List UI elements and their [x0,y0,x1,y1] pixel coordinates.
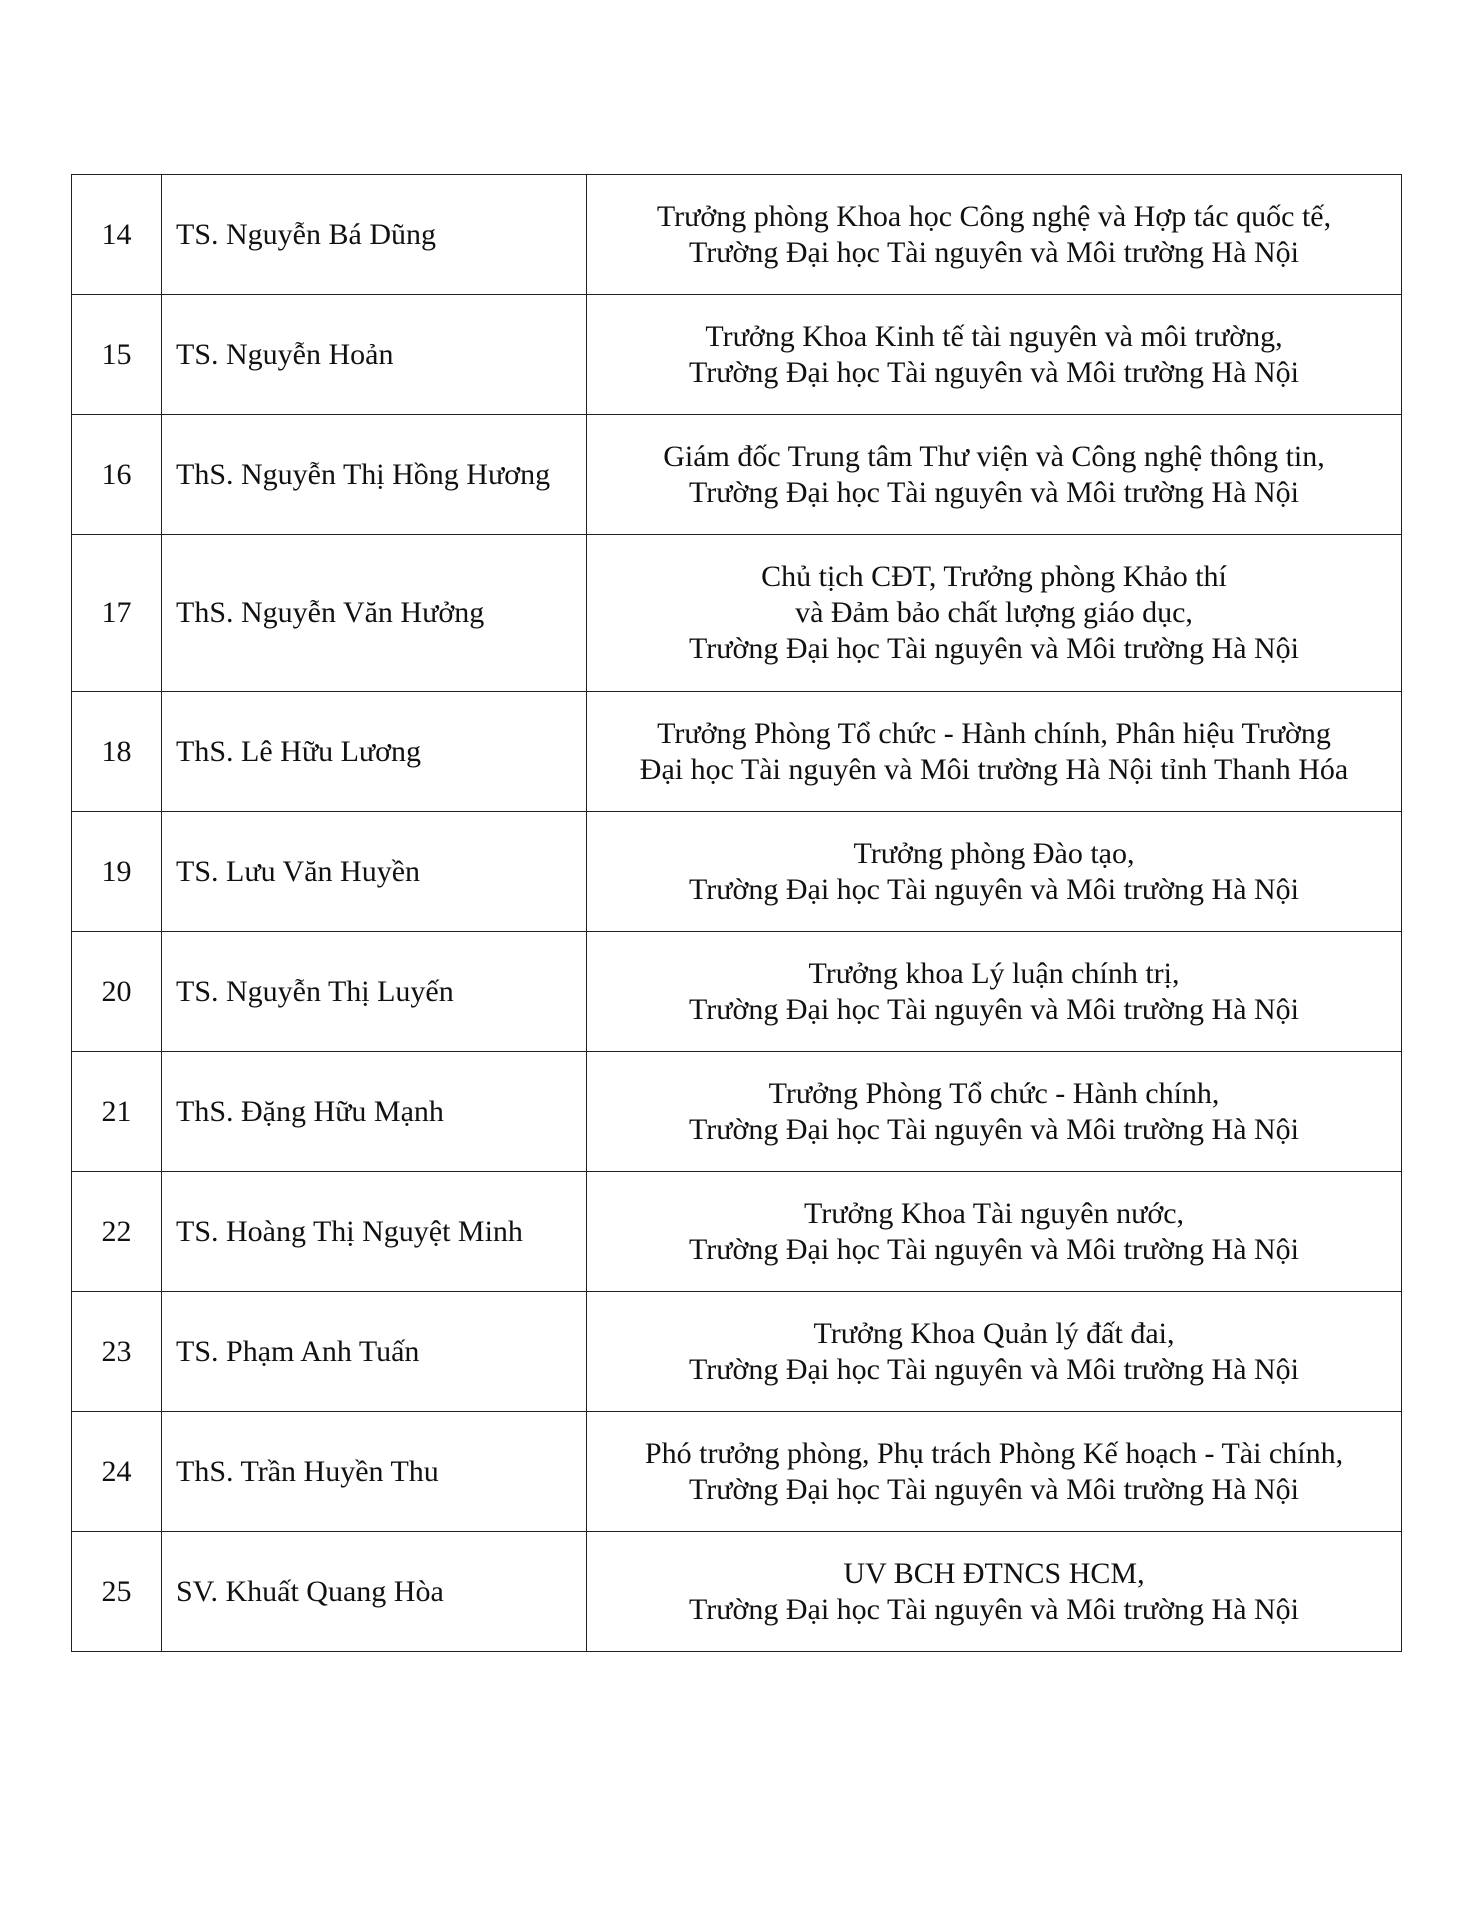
name-cell: ThS. Nguyễn Thị Hồng Hương [162,415,587,535]
table-row [72,1052,1402,1172]
stt-cell: 19 [72,812,162,932]
table-row [72,295,1402,415]
stt-cell: 20 [72,932,162,1052]
table-row [72,692,1402,812]
position-cell [587,692,1402,812]
table-row [72,1412,1402,1532]
name-cell: ThS. Trần Huyền Thu [162,1412,587,1532]
position-line: Trường Đại học Tài nguyên và Môi trường Hà Nội [688,1112,1300,1146]
name-cell: ThS. Nguyễn Văn Hưởng [162,535,587,692]
position-cell [587,1412,1402,1532]
position-line: Trường Đại học Tài nguyên và Môi trường Hà Nội [688,355,1300,389]
stt-cell: 14 [72,175,162,295]
position-line: Phó trưởng phòng, Phụ trách Phòng Kế hoạch - Tài chính, [644,1436,1344,1470]
stt-cell: 16 [72,415,162,535]
table-row [72,932,1402,1052]
position-line: Trưởng phòng Đào tạo, [853,836,1135,870]
position-cell [587,932,1402,1052]
position-line: Trưởng phòng Khoa học Công nghệ và Hợp tác quốc tế, [656,199,1332,233]
position-line: Trường Đại học Tài nguyên và Môi trường Hà Nội [688,1352,1300,1386]
position-line: Trưởng khoa Lý luận chính trị, [808,956,1180,990]
position-line: Đại học Tài nguyên và Môi trường Hà Nội tỉnh Thanh Hóa [639,752,1349,786]
position-line: và Đảm bảo chất lượng giáo dục, [795,596,1193,629]
position-line: Trưởng Phòng Tổ chức - Hành chính, Phân hiệu Trường [657,716,1331,750]
position-cell [587,1052,1402,1172]
table-row [72,175,1402,295]
name-cell: TS. Phạm Anh Tuấn [162,1292,587,1412]
stt-cell: 22 [72,1172,162,1292]
stt-cell: 18 [72,692,162,812]
table-row [72,415,1402,535]
position-cell [587,175,1402,295]
name-cell: SV. Khuất Quang Hòa [162,1532,587,1652]
stt-cell: 17 [72,535,162,692]
position-cell [587,1292,1402,1412]
position-line: Trường Đại học Tài nguyên và Môi trường Hà Nội [688,1232,1300,1266]
position-line: UV BCH ĐTNCS HCM, [843,1556,1145,1590]
position-line: Trường Đại học Tài nguyên và Môi trường Hà Nội [688,992,1300,1026]
table-row [72,535,1402,692]
stt-cell: 24 [72,1412,162,1532]
table-row [72,812,1402,932]
position-line: Giám đốc Trung tâm Thư viện và Công nghệ thông tin, [663,439,1325,473]
stt-cell: 25 [72,1532,162,1652]
position-line: Trưởng Khoa Quản lý đất đai, [813,1316,1175,1350]
position-line: Trường Đại học Tài nguyên và Môi trường Hà Nội [688,872,1300,906]
position-line: Trường Đại học Tài nguyên và Môi trường Hà Nội [688,235,1300,269]
name-cell: ThS. Lê Hữu Lương [162,692,587,812]
position-line: Trường Đại học Tài nguyên và Môi trường Hà Nội [688,632,1300,665]
stt-cell: 21 [72,1052,162,1172]
position-line: Trưởng Phòng Tổ chức - Hành chính, [768,1076,1220,1110]
table-row [72,1172,1402,1292]
stt-cell: 15 [72,295,162,415]
member-table [71,174,1402,1652]
position-line: Trưởng Khoa Tài nguyên nước, [803,1196,1185,1230]
position-line: Chủ tịch CĐT, Trưởng phòng Khảo thí [761,560,1227,593]
table-row [72,1532,1402,1652]
table-row [72,1292,1402,1412]
name-cell: TS. Nguyễn Bá Dũng [162,175,587,295]
position-line: Trường Đại học Tài nguyên và Môi trường Hà Nội [688,475,1300,509]
position-line: Trường Đại học Tài nguyên và Môi trường Hà Nội [688,1472,1300,1506]
position-cell [587,295,1402,415]
name-cell: TS. Hoàng Thị Nguyệt Minh [162,1172,587,1292]
position-line: Trường Đại học Tài nguyên và Môi trường Hà Nội [688,1592,1300,1626]
position-cell [587,1532,1402,1652]
stt-cell: 23 [72,1292,162,1412]
position-cell [587,535,1402,692]
position-cell [587,415,1402,535]
name-cell: ThS. Đặng Hữu Mạnh [162,1052,587,1172]
name-cell: TS. Lưu Văn Huyền [162,812,587,932]
name-cell: TS. Nguyễn Thị Luyến [162,932,587,1052]
position-cell [587,812,1402,932]
position-cell [587,1172,1402,1292]
name-cell: TS. Nguyễn Hoản [162,295,587,415]
position-line: Trưởng Khoa Kinh tế tài nguyên và môi trường, [705,319,1283,353]
